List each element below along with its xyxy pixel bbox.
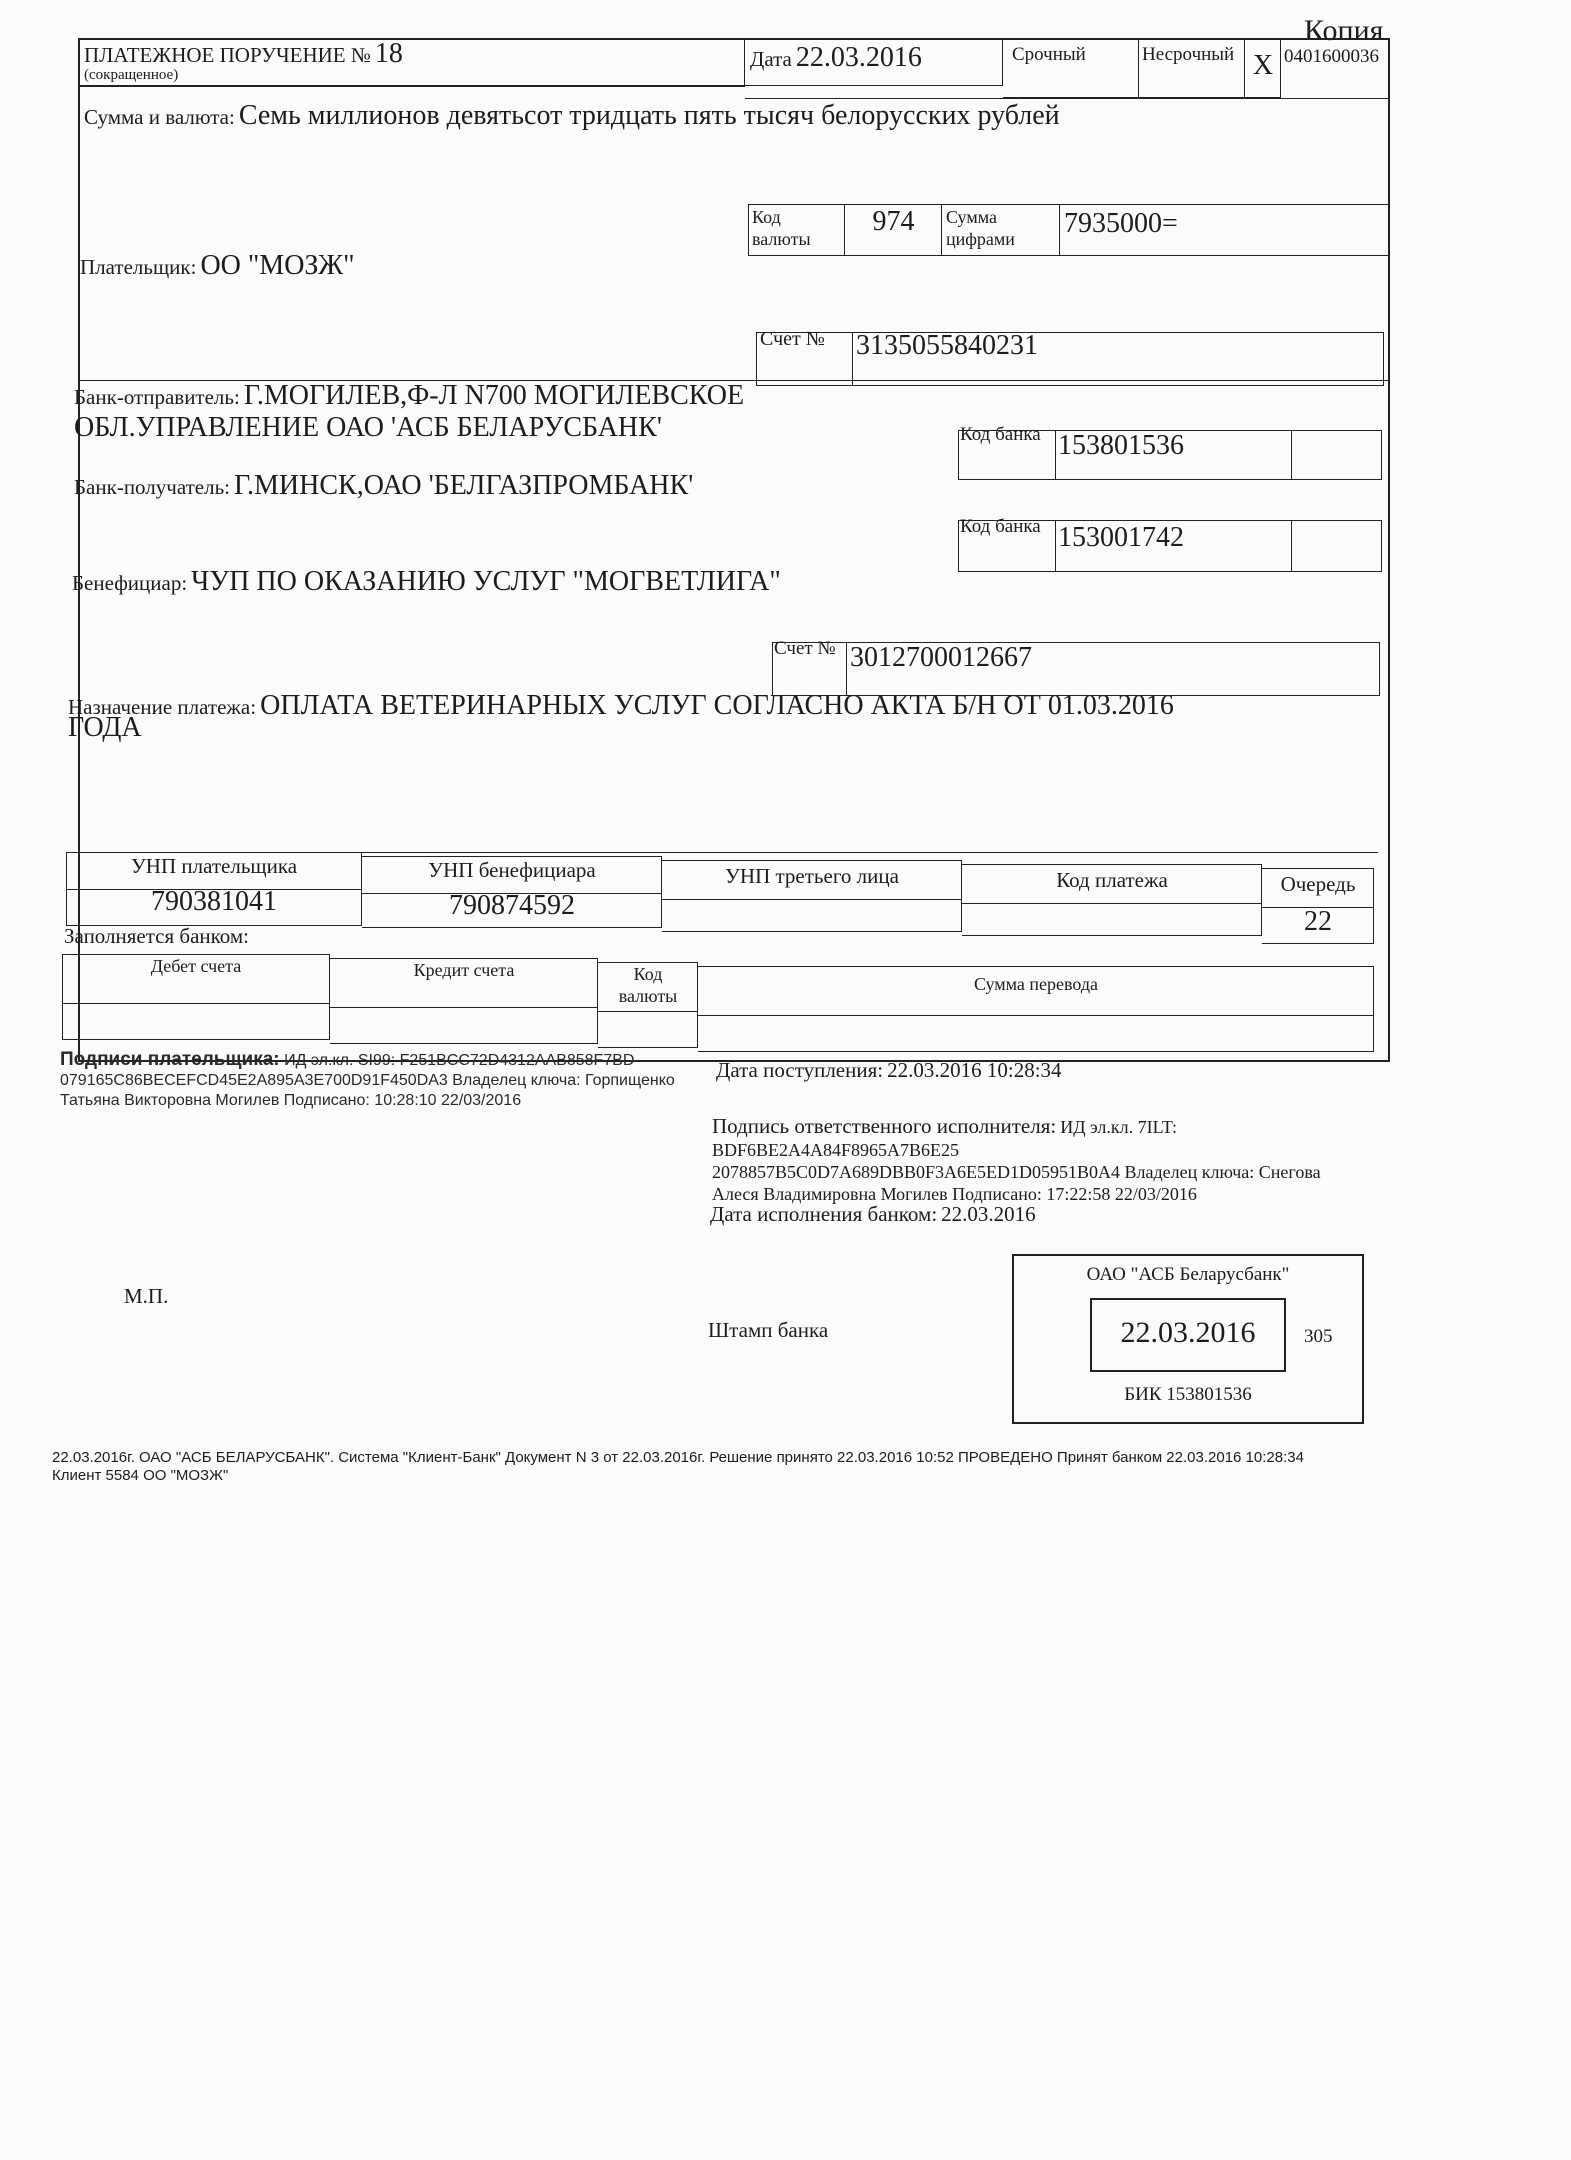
receiver-bank-section <box>74 470 693 502</box>
amount-words: Семь миллионов девятьсот тридцать пять тысяч белорусских рублей <box>238 100 1060 131</box>
stamp-number: 305 <box>1304 1326 1333 1347</box>
debit-value-cell <box>62 1004 330 1040</box>
beneficiary-name: ЧУП ПО ОКАЗАНИЮ УСЛУГ "МОГВЕТЛИГА" <box>191 566 781 597</box>
document-subtitle: (сокращенное) <box>84 67 179 83</box>
urgent-checkbox <box>1095 38 1139 98</box>
payer-signature-line2: 079165C86BECEFCD45E2A895A3E700D91F450DA3 Владелец ключа: Горпищенко <box>60 1072 675 1089</box>
document-date <box>750 42 922 74</box>
executed-date-value: 22.03.2016 <box>941 1202 1036 1226</box>
receiver-bank-code-label: Код банка <box>960 516 1041 537</box>
sum-digits-label: Сумма цифрами <box>946 207 1015 249</box>
payment-code-label: Код платежа <box>1056 868 1168 892</box>
debit-label: Дебет счета <box>150 956 242 976</box>
stamp-bank-name: ОАО "АСБ Беларусбанк" <box>1086 1264 1290 1285</box>
queue: 22 <box>1304 906 1332 937</box>
date-label: Дата <box>750 47 792 71</box>
receiver-bank-code-extra <box>1292 520 1382 572</box>
amount-label: Сумма и валюта: <box>84 105 235 129</box>
beneficiary-unp: 790874592 <box>449 890 575 921</box>
purpose-line1: ОПЛАТА ВЕТЕРИНАРНЫХ УСЛУГ СОГЛАСНО АКТА Б/Н ОТ 01.03.2016 <box>260 690 1174 721</box>
third-unp-value-cell <box>662 900 962 932</box>
date-value: 22.03.2016 <box>795 42 922 73</box>
transfer-sum-value-cell <box>698 1016 1374 1052</box>
beneficiary-unp-label: УНП бенефициара <box>428 858 596 882</box>
bank-fill-label: Заполняется банком: <box>64 924 249 948</box>
footer-line2: Клиент 5584 ОО "МОЗЖ" <box>52 1467 229 1484</box>
beneficiary-section <box>72 566 781 598</box>
beneficiary-label: Бенефициар: <box>72 571 188 595</box>
executor-signature-line3: 2078857B5C0D7A689DBB0F3A6E5ED1D05951B0A4 Владелец ключа: Снегова <box>712 1162 1321 1182</box>
sender-bank-section <box>74 380 744 412</box>
executor-signature-label: Подпись ответственного исполнителя: <box>712 1114 1057 1138</box>
payer-name: ОО "МОЗЖ" <box>200 250 355 281</box>
payer-signature-line1: ИД эл.кл. SI99: F251BCC72D4312AAB858F7BD <box>284 1052 635 1069</box>
urgent-label: Срочный <box>1012 44 1086 65</box>
queue-label: Очередь <box>1280 872 1356 896</box>
sender-bank-label: Банк-отправитель: <box>74 385 240 409</box>
currency-value-cell <box>598 1012 698 1048</box>
payer-signature-line3: Татьяна Викторовна Могилев Подписано: 10:28:10 22/03/2016 <box>60 1092 522 1109</box>
header-line <box>745 98 1390 99</box>
amount-section <box>84 100 1374 132</box>
sender-bank-name-line1: Г.МОГИЛЕВ,Ф-Л N700 МОГИЛЕВСКОЕ <box>243 380 745 411</box>
purpose-line2: ГОДА <box>68 712 142 743</box>
document-title-text: ПЛАТЕЖНОЕ ПОРУЧЕНИЕ № <box>84 43 371 67</box>
sum-digits: 7935000= <box>1064 208 1178 239</box>
received-date-value: 22.03.2016 10:28:34 <box>887 1058 1062 1082</box>
payer-account: 3135055840231 <box>856 330 1038 361</box>
executed-date-label: Дата исполнения банком: <box>710 1202 938 1226</box>
receiver-bank-name: Г.МИНСК,ОАО 'БЕЛГАЗПРОМБАНК' <box>233 470 694 501</box>
purpose-section <box>68 690 1378 722</box>
sender-bank-code: 153801536 <box>1058 430 1184 461</box>
executed-date <box>710 1202 1036 1227</box>
transfer-sum-label: Сумма перевода <box>973 974 1099 994</box>
beneficiary-account-label: Счет № <box>774 638 836 659</box>
executor-signature-block <box>712 1114 1392 1205</box>
payer-signature-label: Подписи плательщика: <box>60 1049 280 1070</box>
third-unp-label: УНП третьего лица <box>725 864 899 888</box>
received-date <box>716 1058 1062 1083</box>
executor-signature-line1: ИД эл.кл. 7ILT: <box>1060 1117 1178 1137</box>
footer-line1: 22.03.2016г. ОАО "АСБ БЕЛАРУСБАНК". Система "Клиент-Банк" Документ N 3 от 22.03.2016г. Решение принято 22.03.2016 10:52 ПРОВЕДЕНО Принят банком 22.03.2016 10:28:34 <box>52 1449 1304 1466</box>
form-code: 0401600036 <box>1284 46 1379 67</box>
nonurgent-mark: X <box>1252 50 1274 81</box>
copy-mark: Копия <box>1304 14 1384 47</box>
document-number: 18 <box>374 38 403 69</box>
payer-account-label: Счет № <box>760 328 825 350</box>
currency-label-2: валюты <box>618 986 678 1006</box>
bank-stamp-label: Штамп банка <box>708 1318 829 1342</box>
currency-label-1: Код <box>633 964 663 984</box>
executor-signature-line4: Алеся Владимировна Могилев Подписано: 17:22:58 22/03/2016 <box>712 1184 1197 1204</box>
currency-code-label: Код валюты <box>752 207 811 249</box>
stamp-date: 22.03.2016 <box>1120 1316 1256 1349</box>
executor-signature-line2: BDF6BE2A4A84F8965A7B6E25 <box>712 1140 960 1160</box>
payment-code-value-cell <box>962 904 1262 936</box>
payer-section <box>80 250 355 282</box>
payer-unp: 790381041 <box>151 886 277 917</box>
seal-place-label: М.П. <box>124 1284 169 1308</box>
sender-bank-code-label: Код банка <box>960 424 1041 445</box>
receiver-bank-code: 153001742 <box>1058 522 1184 553</box>
payer-signature-block <box>60 1050 720 1111</box>
receiver-bank-label: Банк-получатель: <box>74 475 230 499</box>
credit-label: Кредит счета <box>413 960 515 980</box>
stamp-bik: БИК 153801536 <box>1124 1384 1252 1405</box>
credit-value-cell <box>330 1008 598 1044</box>
payer-label: Плательщик: <box>80 255 197 279</box>
header-line-left <box>78 86 745 87</box>
sender-bank-code-extra <box>1292 430 1382 480</box>
nonurgent-label: Несрочный <box>1142 44 1235 65</box>
sender-bank-name-line2: ОБЛ.УПРАВЛЕНИЕ ОАО 'АСБ БЕЛАРУСБАНК' <box>74 412 662 443</box>
beneficiary-account: 3012700012667 <box>850 642 1032 673</box>
currency-code: 974 <box>872 206 915 237</box>
received-date-label: Дата поступления: <box>716 1058 884 1082</box>
purpose-label: Назначение платежа: <box>68 695 257 719</box>
payer-unp-label: УНП плательщика <box>130 854 298 878</box>
